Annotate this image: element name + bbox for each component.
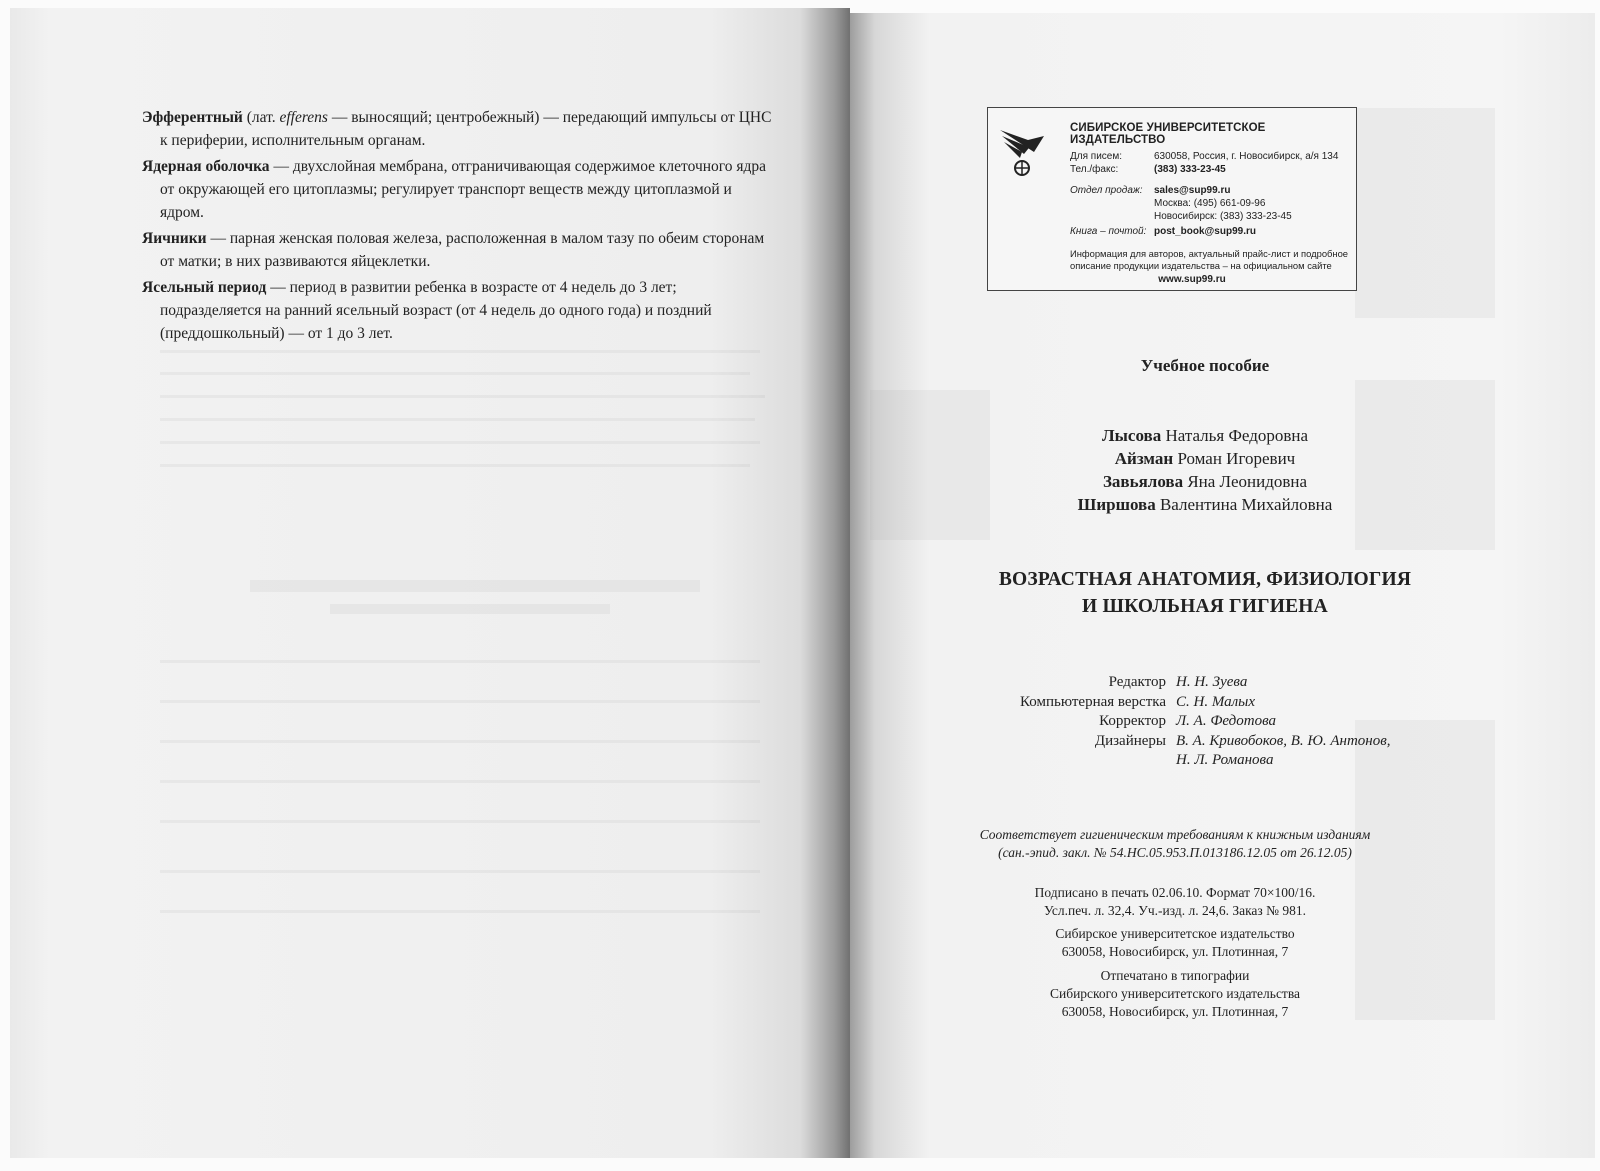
print-info <box>940 884 1410 920</box>
credit-name: Н. Н. Зуева <box>1176 674 1248 690</box>
publisher-name: СИБИРСКОЕ УНИВЕРСИТЕТСКОЕ ИЗДАТЕЛЬСТВО <box>1070 122 1266 146</box>
publisher-logo <box>998 122 1048 182</box>
author-surname: Завьялова <box>1102 472 1184 491</box>
glossary-entry <box>142 155 772 224</box>
publisher-info: Информация для авторов, актуальный прайс-лист и подробное описание продукции издательства – на официальном сайте <box>1070 248 1349 271</box>
print-line: Подписано в печать 02.06.10. Формат 70×100/16. <box>1034 885 1316 900</box>
credit-name: Л. А. Федотова <box>1176 713 1276 729</box>
publisher-phone-label: Тел./факс: <box>1070 164 1119 175</box>
publisher-site-link[interactable]: www.sup99.ru <box>1158 274 1226 285</box>
author-name: Наталья Федоровна <box>1161 426 1309 445</box>
author-surname: Айзман <box>1114 449 1174 468</box>
document-type: Учебное пособие <box>1140 356 1270 375</box>
publisher-address-line: 630058, Новосибирск, ул. Плотинная, 7 <box>1061 944 1289 959</box>
hygiene-note <box>940 826 1410 862</box>
publisher-sales-email[interactable]: sales@sup99.ru <box>1154 185 1231 196</box>
publisher-sales-moscow: Москва: (495) 661-09-96 <box>1154 198 1266 209</box>
printer-line: Сибирского университетского издательства <box>1049 986 1301 1001</box>
credit-name: С. Н. Малых <box>1176 693 1255 710</box>
credit-role: Дизайнеры <box>1094 732 1166 749</box>
publisher-postbook-label: Книга – почтой: <box>1070 226 1147 237</box>
author-line <box>940 493 1470 516</box>
glossary <box>142 106 772 345</box>
glossary-text: (лат. <box>242 109 280 126</box>
publisher-sales-novosibirsk: Новосибирск: (383) 333-23-45 <box>1154 211 1292 222</box>
glossary-entry <box>142 106 772 152</box>
credit-name: Н. Л. Романова <box>1176 752 1274 768</box>
printer-info <box>940 967 1410 1021</box>
glossary-entry <box>142 276 772 345</box>
author-line <box>940 424 1470 447</box>
book-title-line: И ШКОЛЬНАЯ ГИГИЕНА <box>1082 596 1328 617</box>
publisher-mail-value: 630058, Россия, г. Новосибирск, а/я 134 <box>1154 151 1339 162</box>
printer-line: 630058, Новосибирск, ул. Плотинная, 7 <box>1061 1004 1289 1019</box>
glossary-text: — парная женская половая железа, расположенная в малом тазу по обеим сторонам от матки; в них развиваются яйцеклетки. <box>160 230 765 270</box>
author-name: Роман Игоревич <box>1173 449 1296 468</box>
credit-name: В. А. Кривобоков, В. Ю. Антонов, <box>1176 732 1391 749</box>
credit-role: Компьютерная верстка <box>1020 693 1166 710</box>
author-surname: Ширшова <box>1077 495 1156 514</box>
publisher-mail-row <box>1070 150 1339 163</box>
hygiene-line: (сан.-эпид. закл. № 54.НС.05.953.П.013186.12.05 от 26.12.05) <box>998 845 1352 860</box>
publisher-address <box>940 925 1410 961</box>
publisher-phone-value: (383) 333-23-45 <box>1154 164 1226 175</box>
credit-role: Редактор <box>1108 674 1166 690</box>
publisher-sales-label: Отдел продаж: <box>1070 185 1143 196</box>
glossary-term: Яичники <box>142 230 207 247</box>
glossary-term: Эфферентный <box>142 109 243 126</box>
author-surname: Лысова <box>1101 426 1162 445</box>
glossary-latin: efferens <box>279 109 328 126</box>
publisher-phone-row <box>1070 163 1226 176</box>
publisher-postbook-email[interactable]: post_book@sup99.ru <box>1154 226 1256 237</box>
glossary-term: Ядерная оболочка <box>142 158 270 175</box>
glossary-text: — период в развитии ребенка в возрасте от 4 недель до 3 лет; подразделяется на ранний ясельный возраст (от 4 недель до одного года) и поздний (преддошкольный) — от 1 до 3 лет. <box>160 279 712 342</box>
credit-role: Корректор <box>1099 713 1166 729</box>
publisher-sales-row <box>1070 184 1231 197</box>
publisher-postbook-row <box>1070 225 1256 238</box>
publisher-sales-moscow-row <box>1070 197 1266 210</box>
publisher-mail-label: Для писем: <box>1070 151 1123 162</box>
publisher-box <box>987 107 1357 291</box>
glossary-entry <box>142 227 772 273</box>
author-line <box>940 470 1470 493</box>
printer-line: Отпечатано в типографии <box>1100 968 1250 983</box>
glossary-term: Ясельный период <box>142 279 267 296</box>
print-line: Усл.печ. л. 32,4. Уч.-изд. л. 24,6. Заказ № 981. <box>1043 903 1307 918</box>
author-line <box>940 447 1470 470</box>
book-title-line: ВОЗРАСТНАЯ АНАТОМИЯ, ФИЗИОЛОГИЯ <box>998 569 1412 590</box>
author-name: Валентина Михайловна <box>1155 495 1333 514</box>
hygiene-line: Соответствует гигиеническим требованиям к книжным изданиям <box>979 827 1371 842</box>
glossary-text: — двухслойная мембрана, отграничивающая содержимое клеточного ядра от окружающей его цитоплазмы; регулирует транспорт веществ между цитоплазмой и ядром. <box>160 158 767 221</box>
authors-list <box>940 424 1470 516</box>
glossary-text: — выносящий; центробежный) — передающий импульсы от ЦНС к периферии, исполнительным органам. <box>160 109 772 149</box>
publisher-address-line: Сибирское университетское издательство <box>1055 926 1295 941</box>
author-name: Яна Леонидовна <box>1183 472 1308 491</box>
book-title <box>940 566 1470 620</box>
publisher-sales-nsk-row <box>1070 210 1292 223</box>
